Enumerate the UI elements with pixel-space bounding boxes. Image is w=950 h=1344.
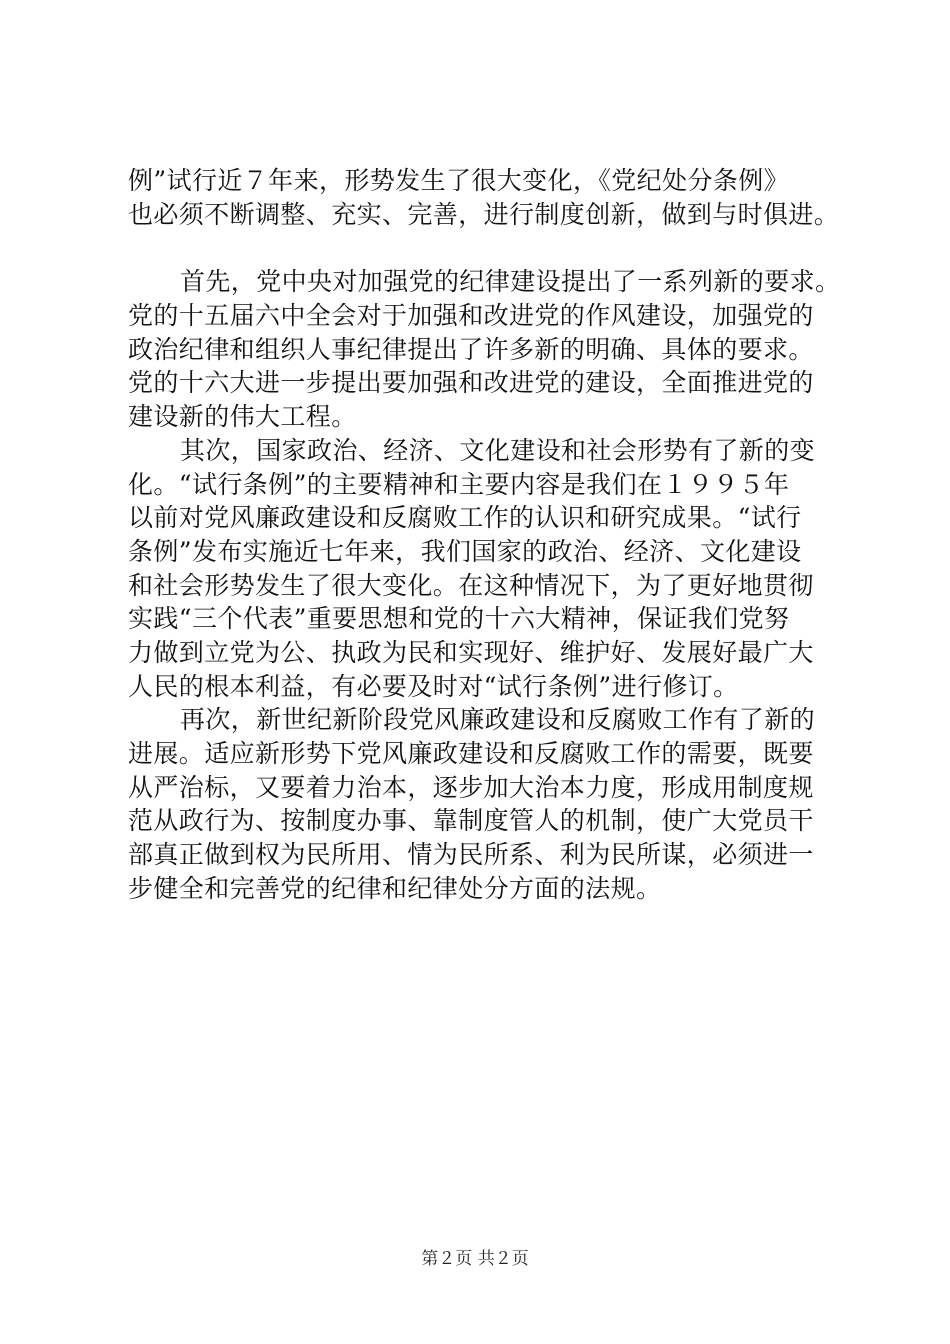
- text-line: 化。“试行条例”的主要精神和主要内容是我们在１９９５年: [128, 469, 790, 499]
- paragraph-first-line: 再次，新世纪新阶段党风廉政建设和反腐败工作有了新的: [180, 705, 816, 735]
- text-line: 从严治标，又要着力治本，逐步加大治本力度，形成用制度规: [128, 772, 814, 802]
- page-number-footer: 第２页 共２页: [421, 1249, 529, 1269]
- text-line: 党的十六大进一步提出要加强和改进党的建设，全面推进党的: [128, 368, 814, 398]
- text-line: 部真正做到权为民所用、情为民所系、利为民所谋，必须进一: [128, 840, 814, 870]
- text-line: 实践“三个代表”重要思想和党的十六大精神，保证我们党努: [128, 604, 790, 634]
- text-line: 建设新的伟大工程。: [128, 402, 357, 432]
- text-line: 例”试行近７年来，形势发生了很大变化，《党纪处分条例》: [128, 166, 790, 195]
- text-line: 以前对党风廉政建设和反腐败工作的认识和研究成果。“试行: [128, 503, 802, 533]
- text-line: 党的十五届六中全会对于加强和改进党的作风建设，加强党的: [128, 301, 814, 331]
- text-line: 步健全和完善党的纪律和纪律处分方面的法规。: [128, 873, 662, 903]
- text-line: 范从政行为、按制度办事、靠制度管人的机制，使广大党员干: [128, 806, 814, 836]
- text-line: 力做到立党为公、执政为民和实现好、维护好、发展好最广大: [128, 637, 814, 667]
- text-line: 进展。适应新形势下党风廉政建设和反腐败工作的需要，既要: [128, 739, 814, 768]
- paragraph-gap: [128, 231, 842, 265]
- text-line: 条例”发布实施近七年来，我们国家的政治、经济、文化建设: [128, 536, 802, 566]
- text-line: 也必须不断调整、充实、完善，进行制度创新，做到与时俱进。: [128, 199, 840, 229]
- text-line: 人民的根本利益，有必要及时对“试行条例”进行修订。: [128, 671, 739, 701]
- text-line: 政治纪律和组织人事纪律提出了许多新的明确、具体的要求。: [128, 334, 814, 364]
- body-text: [128, 164, 842, 905]
- paragraph-first-line: 其次，国家政治、经济、文化建设和社会形势有了新的变: [180, 435, 816, 465]
- paragraph-first-line: 首先，党中央对加强党的纪律建设提出了一系列新的要求。: [180, 267, 841, 297]
- text-line: 和社会形势发生了很大变化。在这种情况下，为了更好地贯彻: [128, 570, 814, 600]
